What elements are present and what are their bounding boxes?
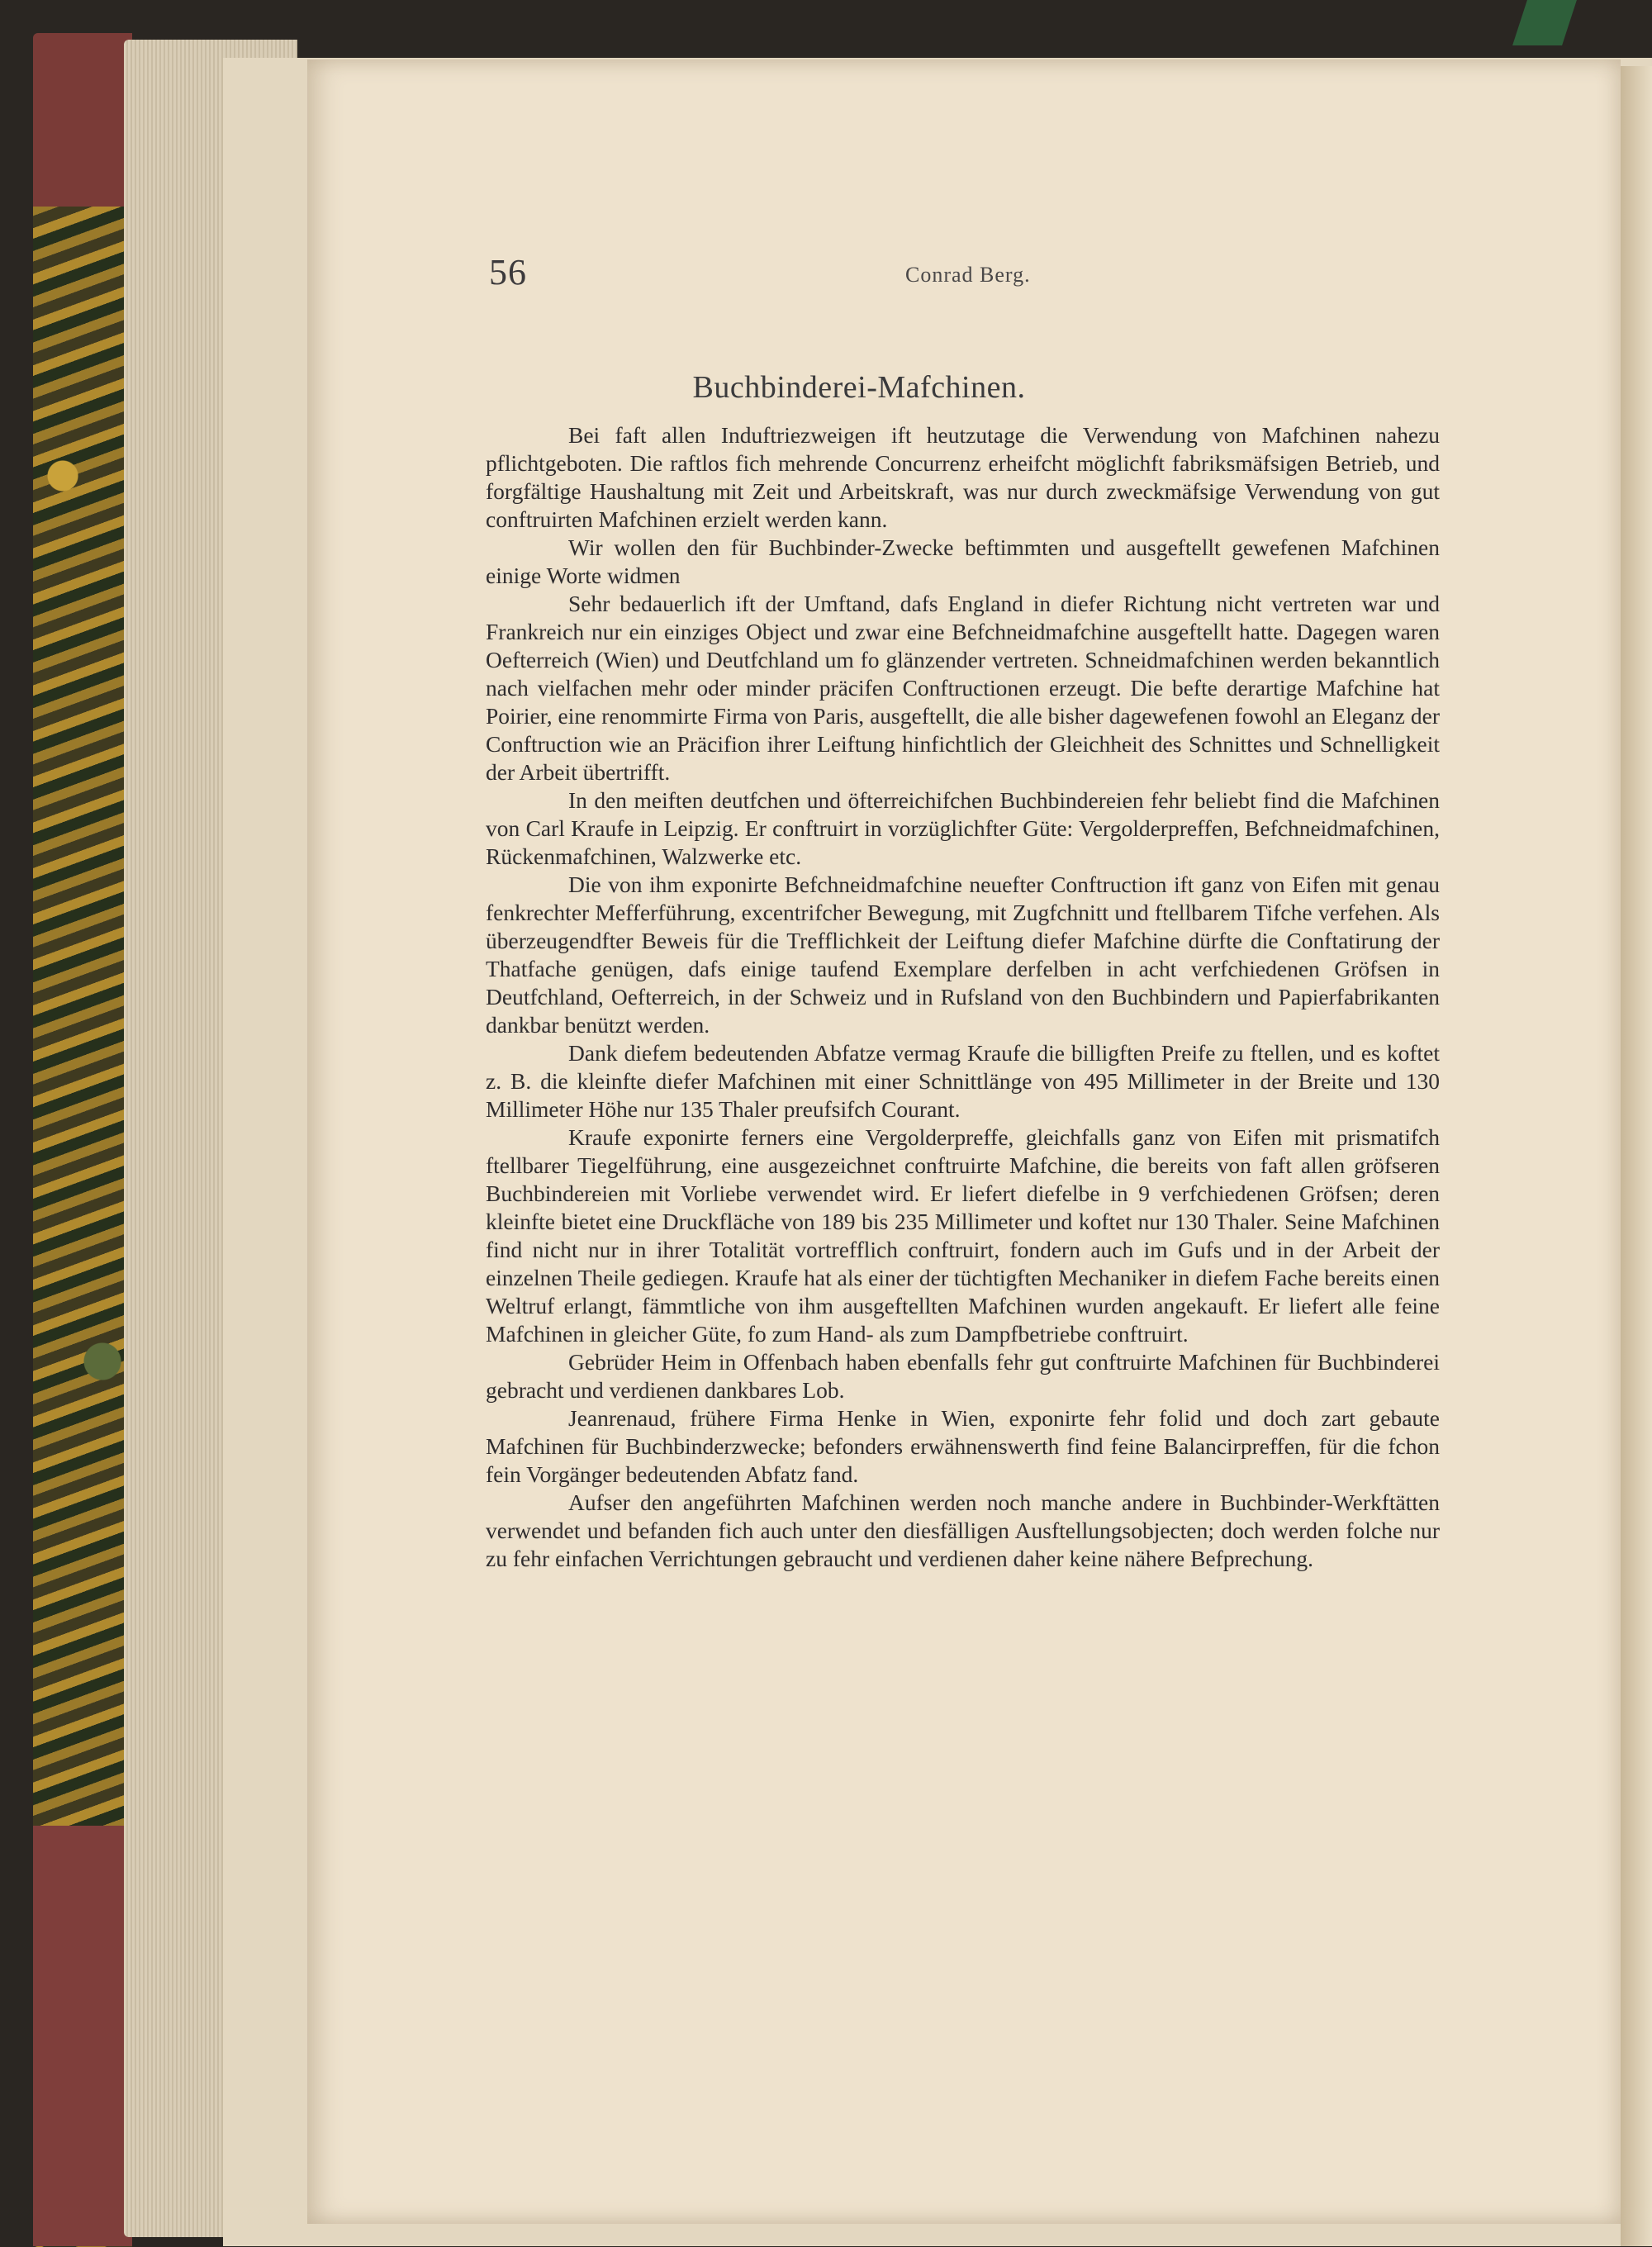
body-text xyxy=(486,421,1440,1573)
paragraph: In den meiften deutfchen und öfterreichifchen Buchbindereien fehr beliebt find die Mafchinen von Carl Kraufe in Leipzig. Er conftruirt in vorzüglichfter Güte: Vergolderpreffen, Befchneidmafchinen, Rückenmafchinen, Walzwerke etc. xyxy=(486,787,1440,869)
section-title: Buchbinderei-Mafchinen. xyxy=(692,370,1026,405)
paragraph: Gebrüder Heim in Offenbach haben ebenfalls fehr gut conftruirte Mafchinen für Buchbinderei gebracht und verdienen dankbares Lob. xyxy=(486,1349,1440,1403)
paragraph: Dank diefem bedeutenden Abfatze vermag Kraufe die billigften Preife zu ftellen, und es koftet z. B. die kleinfte diefer Mafchinen mit einer Schnittlänge von 495 Millimeter in der Breite und 130 Millimeter Höhe nur 135 Thaler preufsifch Courant. xyxy=(486,1040,1440,1122)
ribbon-bookmark xyxy=(1512,0,1577,45)
paragraph: Bei faft allen Induftriezweigen ift heutzutage die Verwendung von Mafchinen nahezu pflichtgeboten. Die raftlos fich mehrende Concurrenz erheifcht möglichft fabriksmäfsigen Betrieb, und forgfältige Haushaltung mit Zeit und Arbeitskraft, was nur durch zweckmäfsige Verwendung von gut conftruirten Mafchinen erzielt werden kann. xyxy=(486,422,1440,532)
paragraph: Die von ihm exponirte Befchneidmafchine neuefter Conftruction ift ganz von Eifen mit genau fenkrechter Mefferführung, excentrifcher Bewegung, mit Zugfchnitt und ftellbarem Tifche verfehen. Als überzeugendfter Beweis für die Trefflichkeit der Leiftung diefer Mafchine dürfte die Conftatirung der Thatfache genügen, dafs einige taufend Exemplare derfelben in acht verfchiedenen Gröfsen in Deutfchland, Oefterreich, in der Schweiz und in Rufsland von den Buchbindern und Papierfabrikanten dankbar benützt werden. xyxy=(486,872,1440,1038)
paragraph: Jeanrenaud, frühere Firma Henke in Wien, exponirte fehr folid und doch zart gebaute Mafchinen für Buchbinderzwecke; befonders erwähnenswerth find feine Balancirpreffen, für die fchon fein Vorgänger bedeutenden Abfatz fand. xyxy=(486,1405,1440,1487)
cover-leather-corner-bottom xyxy=(33,1826,132,2246)
cover-leather-corner-top xyxy=(33,33,132,207)
paragraph: Sehr bedauerlich ift der Umftand, dafs England in diefer Richtung nicht vertreten war und Frankreich nur ein einziges Object und zwar eine Befchneidmafchine ausgeftellt hatte. Dagegen waren Oefterreich (Wien) und Deutfchland um fo glänzender vertreten. Schneidmafchinen werden bekanntlich nach vielfachen mehr oder minder präcifen Conftructionen erzeugt. Die befte derartige Mafchine hat Poirier, eine renommirte Firma von Paris, ausgeftellt, die alle bisher dagewefenen fowohl an Eleganz der Conftruction wie an Präcifion ihrer Leiftung hinfichtlich der Gleichheit des Schnittes und Schnelligkeit der Arbeit übertrifft. xyxy=(486,591,1440,785)
paragraph: Wir wollen den für Buchbinder-Zwecke beftimmten und ausgeftellt gewefenen Mafchinen einige Worte widmen xyxy=(486,534,1440,588)
paragraph: Aufser den angeführten Mafchinen werden noch manche andere in Buchbinder-Werkftätten verwendet und befanden fich auch unter den diesfälligen Ausftellungsobjecten; doch werden folche nur zu fehr einfachen Verrichtungen gebraucht und verdienen daher keine nähere Befprechung. xyxy=(486,1489,1440,1571)
running-head: Conrad Berg. xyxy=(905,263,1031,287)
page-number: 56 xyxy=(489,252,527,292)
paragraph: Kraufe exponirte ferners eine Vergolderpreffe, gleichfalls ganz von Eifen mit prismatifch ftellbarer Tiegelführung, eine ausgezeichnet conftruirte Mafchine, die bereits von faft allen gröfseren Buchbindereien mit Vorliebe verwendet wird. Er liefert diefelbe in 9 verfchiedenen Gröfsen; deren kleinfte bietet eine Druckfläche von 189 bis 235 Millimeter und koftet nur 130 Thaler. Seine Mafchinen find nicht nur in ihrer Totalität vortrefflich conftruirt, fondern auch im Gufs und in der Arbeit der einzelnen Theile gediegen. Kraufe hat als einer der tüchtigften Mechaniker in diefem Fache bereits einen Weltruf erlangt, fämmtliche von ihm ausgeftellten Mafchinen wurden angekauft. Er liefert alle feine Mafchinen in gleicher Güte, fo zum Hand- als zum Dampfbetriebe conftruirt. xyxy=(486,1124,1440,1347)
